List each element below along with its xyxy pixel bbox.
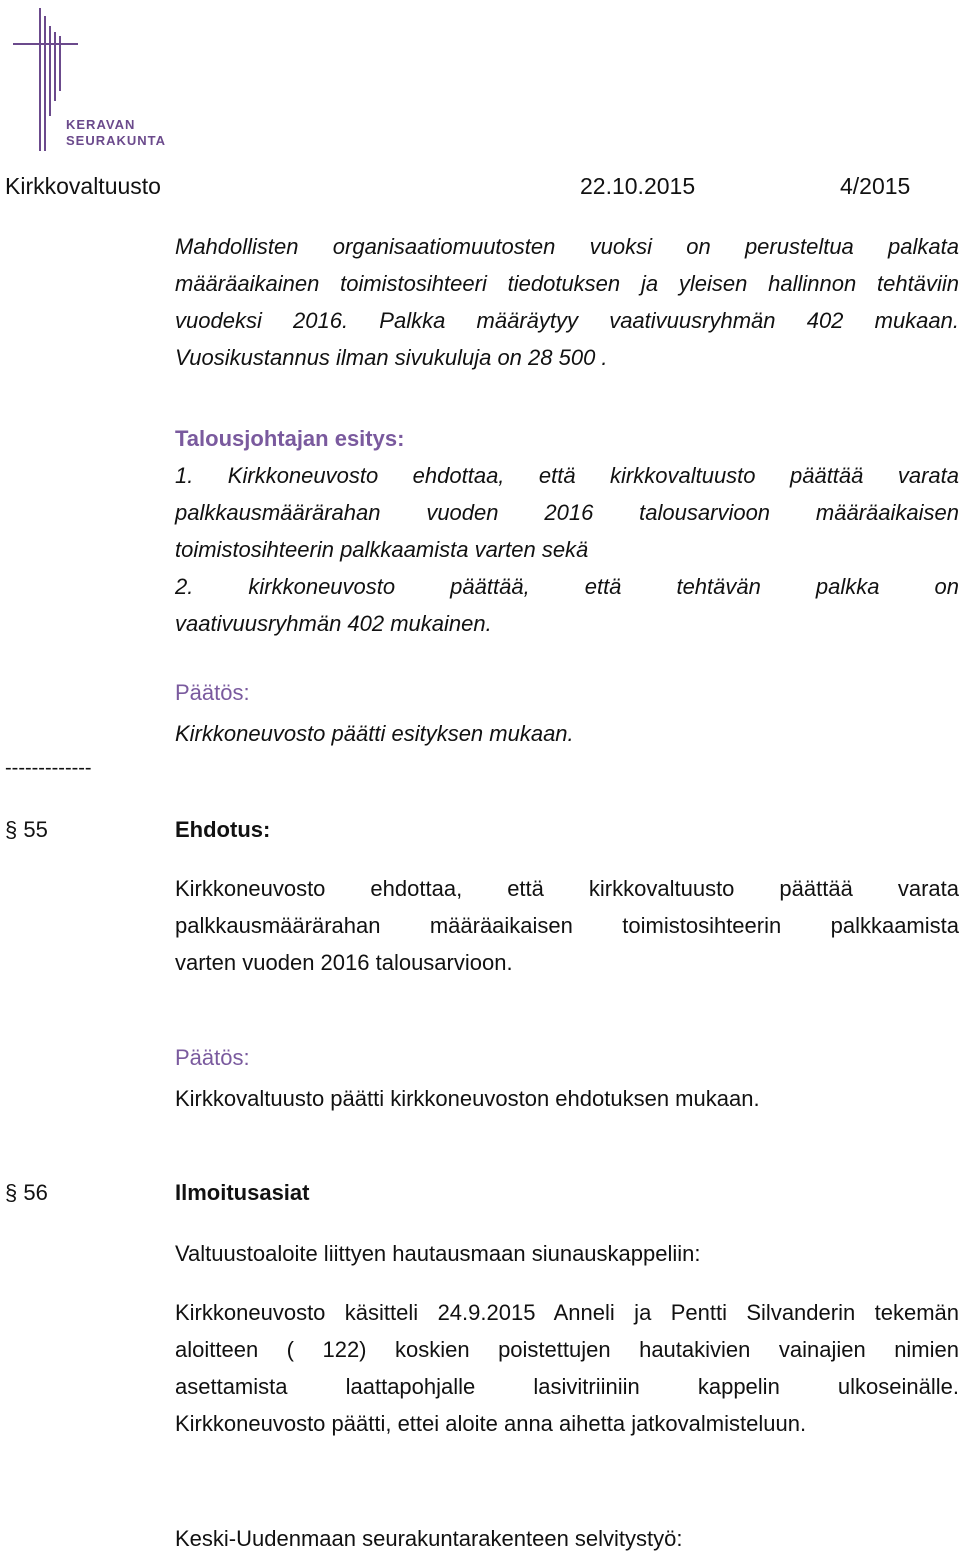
section55-line: Kirkkoneuvosto ehdottaa, että kirkkovaltuusto päättää varata	[175, 876, 959, 901]
document-title: Kirkkovaltuusto	[5, 173, 161, 199]
proposal-line: toimistosihteerin palkkaamista varten sekä	[175, 537, 589, 562]
section56-number: § 56	[5, 1180, 48, 1205]
logo-text-line1: KERAVAN	[66, 117, 136, 132]
section55-decision-label: Päätös:	[175, 1045, 250, 1070]
decision1-text: Kirkkoneuvosto päätti esityksen mukaan.	[175, 721, 574, 746]
section55-number: § 55	[5, 817, 48, 842]
intro-line: vuodeksi 2016. Palkka määräytyy vaativuusryhmän 402 mukaan.	[175, 308, 959, 333]
proposal-line: 1. Kirkkoneuvosto ehdottaa, että kirkkovaltuusto päättää varata	[175, 463, 959, 488]
section56-title: Ilmoitusasiat	[175, 1180, 310, 1205]
separator: -------------	[5, 757, 92, 779]
proposal-line: 2. kirkkoneuvosto päättää, että tehtävän palkka on	[175, 574, 959, 599]
section56-line: asettamista laattapohjalle lasivitriiniin kappelin ulkoseinälle.	[175, 1374, 959, 1399]
proposal-block	[175, 420, 959, 642]
intro-line: määräaikainen toimistosihteeri tiedotuksen ja yleisen hallinnon tehtäviin	[175, 271, 959, 296]
intro-paragraph	[175, 228, 959, 376]
intro-line: Vuosikustannus ilman sivukuluja on 28 500 .	[175, 345, 608, 370]
proposal-line: palkkausmäärärahan vuoden 2016 talousarvioon määräaikaisen	[175, 500, 959, 525]
proposal-line: vaativuusryhmän 402 mukainen.	[175, 611, 492, 636]
section55-line: palkkausmäärärahan määräaikaisen toimistosihteerin palkkaamista	[175, 913, 959, 938]
section55-decision-text: Kirkkovaltuusto päätti kirkkoneuvoston ehdotuksen mukaan.	[175, 1086, 760, 1111]
proposal-heading: Talousjohtajan esitys:	[175, 426, 405, 451]
logo-text-line2: SEURAKUNTA	[66, 133, 167, 148]
section56-line: Kirkkoneuvosto käsitteli 24.9.2015 Anneli ja Pentti Silvanderin tekemän	[175, 1300, 959, 1325]
decision1-label: Päätös:	[175, 680, 250, 705]
section56-subheading: Valtuustoaloite liittyen hautausmaan siunauskappeliin:	[175, 1241, 701, 1266]
document-number: 4/2015	[840, 173, 911, 199]
document-date: 22.10.2015	[580, 173, 696, 199]
section56-line: aloitteen ( 122) koskien poistettujen hautakivien vainajien nimien	[175, 1337, 959, 1362]
section55-title: Ehdotus:	[175, 817, 271, 842]
section56-paragraph	[175, 1294, 959, 1442]
section56-line: Kirkkoneuvosto päätti, ettei aloite anna aihetta jatkovalmisteluun.	[175, 1411, 807, 1436]
section56-next-heading: Keski-Uudenmaan seurakuntarakenteen selvitystyö:	[175, 1526, 683, 1551]
section55-paragraph	[175, 870, 959, 981]
section55-line: varten vuoden 2016 talousarvioon.	[175, 950, 513, 975]
church-cross-logo	[8, 6, 167, 156]
intro-line: Mahdollisten organisaatiomuutosten vuoksi on perusteltua palkata	[175, 234, 959, 259]
